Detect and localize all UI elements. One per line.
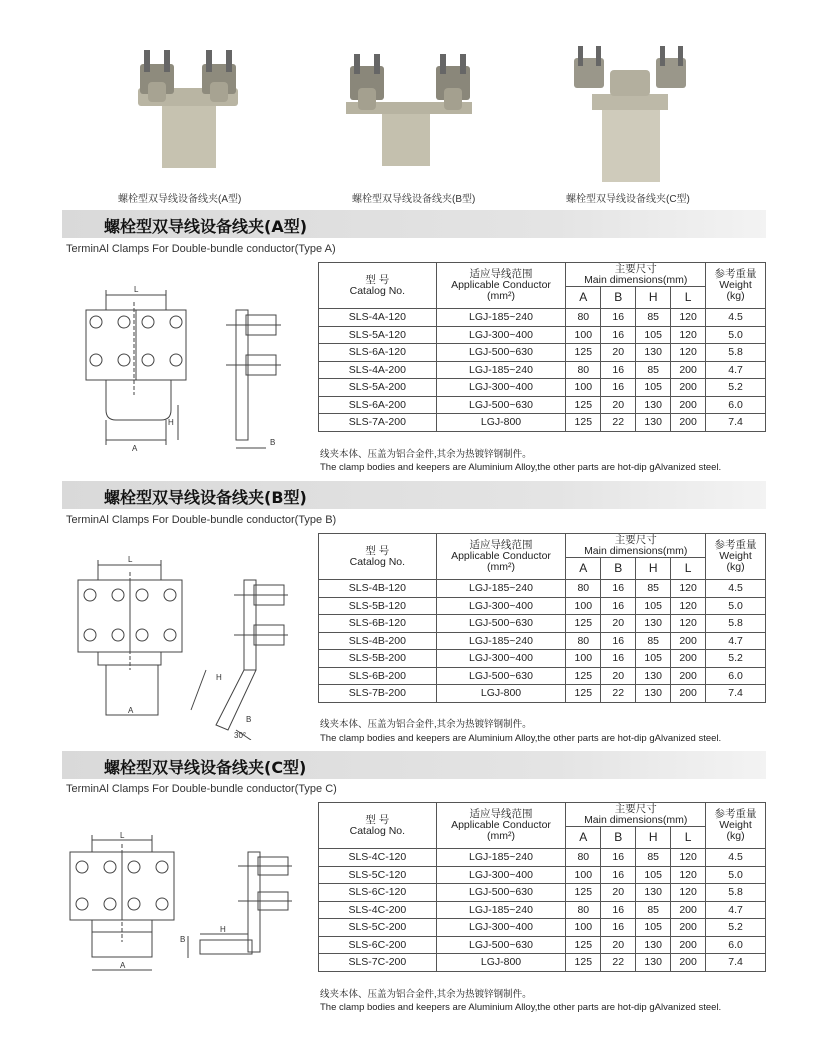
cell-catalog: SLS-7B-200 (319, 685, 437, 703)
cell-a: 125 (566, 954, 601, 972)
dim-label-h: H (168, 418, 174, 427)
cell-catalog: SLS-6A-200 (319, 396, 437, 414)
cell-b: 20 (601, 667, 636, 685)
spec-table-a: 型 号 Catalog No. 适应导线范围 Applicable Conductor (mm²) 主要尺寸 Main dimensions(mm) 参考重量 Weight (kg) A B H L SLS-4A-120 LGJ-185~240 80 16 85 120 4.5 SLS-5A-120 LGJ-300~400 100 16 105 120 5.0 SLS-6A-120 LGJ-500~630 125 20 130 120 5.8 SLS-4A-200 LGJ-185~240 80 16 85 200 4.7 SLS-5A-200 LGJ-300~400 100 16 105 200 5.2 SLS-6A-200 LGJ-500~630 125 20 130 200 6.0 SLS-7A-200 LGJ-800 125 22 130 200 7.4 (318, 262, 766, 432)
cell-l: 120 (671, 326, 706, 344)
cell-w: 6.0 (706, 667, 766, 685)
section-subtitle-c: TerminAl Clamps For Double-bundle conductor(Type C) (66, 783, 337, 795)
cell-w: 7.4 (706, 954, 766, 972)
cell-conductor: LGJ-300~400 (436, 597, 566, 615)
table-row (319, 901, 766, 919)
table-row (319, 667, 766, 685)
col-conductor: 适应导线范围 Applicable Conductor (mm²) (436, 803, 566, 849)
table-row (319, 632, 766, 650)
col-weight: 参考重量 Weight (kg) (706, 263, 766, 309)
cell-a: 100 (566, 326, 601, 344)
table-row (319, 884, 766, 902)
cell-b: 22 (601, 685, 636, 703)
cell-h: 85 (636, 580, 671, 598)
cell-h: 85 (636, 309, 671, 327)
cell-catalog: SLS-6B-120 (319, 615, 437, 633)
note-en-b: The clamp bodies and keepers are Aluminium Alloy,the other parts are hot-dip gAlvanized steel. (320, 733, 722, 744)
dim-label-l: L (134, 285, 139, 294)
cell-conductor: LGJ-500~630 (436, 667, 566, 685)
cell-conductor: LGJ-185~240 (436, 580, 566, 598)
cell-w: 5.0 (706, 326, 766, 344)
dim-label-l-c: L (120, 832, 125, 840)
dim-label-l-b: L (128, 555, 133, 564)
col-dimensions: 主要尺寸 Main dimensions(mm) (566, 803, 706, 827)
cell-catalog: SLS-7A-200 (319, 414, 437, 432)
cell-l: 200 (671, 414, 706, 432)
cell-a: 125 (566, 396, 601, 414)
cell-h: 130 (636, 936, 671, 954)
cell-l: 200 (671, 396, 706, 414)
section-subtitle-b: TerminAl Clamps For Double-bundle conductor(Type B) (66, 514, 337, 526)
drawing-type-c (62, 832, 302, 982)
table-row (319, 361, 766, 379)
cell-catalog: SLS-5A-120 (319, 326, 437, 344)
cell-b: 22 (601, 414, 636, 432)
cell-w: 6.0 (706, 936, 766, 954)
cell-h: 130 (636, 667, 671, 685)
cell-a: 80 (566, 309, 601, 327)
cell-l: 200 (671, 685, 706, 703)
cell-b: 22 (601, 954, 636, 972)
cell-conductor: LGJ-300~400 (436, 326, 566, 344)
cell-h: 105 (636, 650, 671, 668)
cell-w: 5.8 (706, 344, 766, 362)
dim-label-h-b: H (216, 673, 222, 682)
cell-b: 16 (601, 326, 636, 344)
cell-h: 105 (636, 866, 671, 884)
cell-l: 120 (671, 849, 706, 867)
note-cn-b: 线夹本体、压盖为铝合金件,其余为热镀锌钢制件。 (320, 719, 532, 730)
col-dimensions: 主要尺寸 Main dimensions(mm) (566, 263, 706, 287)
cell-conductor: LGJ-500~630 (436, 615, 566, 633)
cell-a: 125 (566, 685, 601, 703)
photo-caption-a: 螺栓型双导线设备线夹(A型) (118, 194, 242, 205)
table-row (319, 580, 766, 598)
table-row (319, 919, 766, 937)
cell-l: 200 (671, 954, 706, 972)
cell-a: 100 (566, 919, 601, 937)
dim-label-a: A (132, 444, 138, 453)
cell-conductor: LGJ-500~630 (436, 344, 566, 362)
cell-w: 5.2 (706, 919, 766, 937)
cell-l: 120 (671, 597, 706, 615)
cell-a: 100 (566, 597, 601, 615)
table-row (319, 396, 766, 414)
cell-w: 5.0 (706, 866, 766, 884)
cell-a: 125 (566, 615, 601, 633)
cell-l: 200 (671, 379, 706, 397)
col-catalog: 型 号 Catalog No. (319, 534, 437, 580)
product-photo-row (0, 0, 826, 210)
cell-a: 100 (566, 866, 601, 884)
cell-w: 4.5 (706, 849, 766, 867)
cell-b: 16 (601, 361, 636, 379)
cell-b: 20 (601, 396, 636, 414)
cell-w: 4.7 (706, 901, 766, 919)
cell-b: 20 (601, 936, 636, 954)
section-subtitle-a: TerminAl Clamps For Double-bundle conductor(Type A) (66, 243, 336, 255)
cell-b: 16 (601, 650, 636, 668)
cell-b: 20 (601, 615, 636, 633)
cell-w: 4.5 (706, 309, 766, 327)
note-en-a: The clamp bodies and keepers are Aluminium Alloy,the other parts are hot-dip gAlvanized steel. (320, 462, 722, 473)
photo-type-a (128, 38, 248, 178)
table-row (319, 936, 766, 954)
cell-w: 6.0 (706, 396, 766, 414)
cell-catalog: SLS-7C-200 (319, 954, 437, 972)
cell-b: 16 (601, 580, 636, 598)
table-row (319, 414, 766, 432)
table-row (319, 954, 766, 972)
dim-label-angle: 30° (234, 731, 247, 740)
col-weight: 参考重量 Weight (kg) (706, 803, 766, 849)
cell-l: 200 (671, 901, 706, 919)
cell-b: 16 (601, 866, 636, 884)
col-weight: 参考重量 Weight (kg) (706, 534, 766, 580)
cell-catalog: SLS-6B-200 (319, 667, 437, 685)
cell-a: 100 (566, 379, 601, 397)
spec-table-b: 型 号 Catalog No. 适应导线范围 Applicable Conductor (mm²) 主要尺寸 Main dimensions(mm) 参考重量 Weight (kg) A B H L SLS-4B-120 LGJ-185~240 80 16 85 120 4.5 SLS-5B-120 LGJ-300~400 100 16 105 120 5.0 SLS-6B-120 LGJ-500~630 125 20 130 120 5.8 SLS-4B-200 LGJ-185~240 80 16 85 200 4.7 SLS-5B-200 LGJ-300~400 100 16 105 200 5.2 SLS-6B-200 LGJ-500~630 125 20 130 200 6.0 SLS-7B-200 LGJ-800 125 22 130 200 7.4 (318, 533, 766, 703)
cell-b: 20 (601, 884, 636, 902)
table-row (319, 309, 766, 327)
cell-catalog: SLS-6C-120 (319, 884, 437, 902)
dim-label-a-c: A (120, 961, 126, 970)
cell-l: 200 (671, 667, 706, 685)
cell-a: 80 (566, 901, 601, 919)
cell-conductor: LGJ-185~240 (436, 901, 566, 919)
cell-h: 130 (636, 685, 671, 703)
cell-catalog: SLS-4B-200 (319, 632, 437, 650)
cell-w: 5.8 (706, 615, 766, 633)
table-row (319, 597, 766, 615)
section-header-c (62, 751, 766, 779)
cell-conductor: LGJ-500~630 (436, 396, 566, 414)
cell-catalog: SLS-6C-200 (319, 936, 437, 954)
note-cn-c: 线夹本体、压盖为铝合金件,其余为热镀锌钢制件。 (320, 989, 532, 1000)
cell-h: 85 (636, 849, 671, 867)
dim-label-b-c: B (180, 935, 186, 944)
cell-h: 130 (636, 414, 671, 432)
cell-l: 120 (671, 884, 706, 902)
cell-l: 120 (671, 309, 706, 327)
cell-a: 125 (566, 884, 601, 902)
cell-catalog: SLS-4C-120 (319, 849, 437, 867)
cell-h: 105 (636, 379, 671, 397)
cell-b: 16 (601, 632, 636, 650)
cell-w: 5.2 (706, 379, 766, 397)
section-title-b: 螺栓型双导线设备线夹(B型) (104, 488, 307, 507)
cell-conductor: LGJ-185~240 (436, 632, 566, 650)
dim-label-b-b: B (246, 715, 252, 724)
cell-catalog: SLS-5A-200 (319, 379, 437, 397)
cell-l: 120 (671, 580, 706, 598)
drawing-type-b (66, 550, 306, 740)
cell-conductor: LGJ-800 (436, 414, 566, 432)
cell-l: 120 (671, 615, 706, 633)
col-catalog: 型 号 Catalog No. (319, 803, 437, 849)
cell-conductor: LGJ-500~630 (436, 936, 566, 954)
section-title-a: 螺栓型双导线设备线夹(A型) (104, 217, 308, 236)
cell-h: 85 (636, 632, 671, 650)
cell-h: 105 (636, 597, 671, 615)
cell-l: 120 (671, 866, 706, 884)
photo-type-c (566, 38, 696, 188)
cell-a: 125 (566, 667, 601, 685)
cell-catalog: SLS-4C-200 (319, 901, 437, 919)
cell-h: 130 (636, 344, 671, 362)
cell-a: 80 (566, 849, 601, 867)
cell-b: 16 (601, 597, 636, 615)
cell-b: 16 (601, 379, 636, 397)
table-row (319, 344, 766, 362)
cell-w: 4.5 (706, 580, 766, 598)
cell-catalog: SLS-6A-120 (319, 344, 437, 362)
cell-conductor: LGJ-185~240 (436, 361, 566, 379)
drawing-type-a (66, 280, 306, 455)
cell-catalog: SLS-5B-200 (319, 650, 437, 668)
cell-conductor: LGJ-300~400 (436, 919, 566, 937)
photo-caption-b: 螺栓型双导线设备线夹(B型) (352, 194, 476, 205)
cell-h: 105 (636, 326, 671, 344)
cell-a: 80 (566, 580, 601, 598)
cell-w: 5.2 (706, 650, 766, 668)
cell-b: 20 (601, 344, 636, 362)
cell-catalog: SLS-5B-120 (319, 597, 437, 615)
cell-conductor: LGJ-300~400 (436, 866, 566, 884)
table-row (319, 849, 766, 867)
cell-conductor: LGJ-300~400 (436, 650, 566, 668)
cell-w: 4.7 (706, 361, 766, 379)
cell-h: 130 (636, 954, 671, 972)
note-cn-a: 线夹本体、压盖为铝合金件,其余为热镀锌钢制件。 (320, 449, 532, 460)
cell-h: 130 (636, 884, 671, 902)
cell-catalog: SLS-4A-120 (319, 309, 437, 327)
cell-catalog: SLS-4A-200 (319, 361, 437, 379)
col-conductor: 适应导线范围 Applicable Conductor (mm²) (436, 534, 566, 580)
cell-l: 200 (671, 361, 706, 379)
cell-catalog: SLS-5C-120 (319, 866, 437, 884)
cell-catalog: SLS-5C-200 (319, 919, 437, 937)
cell-a: 125 (566, 414, 601, 432)
cell-l: 200 (671, 650, 706, 668)
cell-h: 130 (636, 615, 671, 633)
cell-l: 200 (671, 936, 706, 954)
photo-caption-c: 螺栓型双导线设备线夹(C型) (566, 194, 690, 205)
dim-label-h-c: H (220, 925, 226, 934)
col-dimensions: 主要尺寸 Main dimensions(mm) (566, 534, 706, 558)
cell-w: 5.8 (706, 884, 766, 902)
table-row (319, 866, 766, 884)
cell-b: 16 (601, 919, 636, 937)
cell-conductor: LGJ-800 (436, 685, 566, 703)
section-header-b (62, 481, 766, 509)
cell-a: 100 (566, 650, 601, 668)
cell-l: 200 (671, 632, 706, 650)
col-conductor: 适应导线范围 Applicable Conductor (mm²) (436, 263, 566, 309)
table-row (319, 326, 766, 344)
cell-b: 16 (601, 849, 636, 867)
cell-l: 200 (671, 919, 706, 937)
cell-conductor: LGJ-800 (436, 954, 566, 972)
cell-a: 125 (566, 936, 601, 954)
cell-h: 85 (636, 361, 671, 379)
spec-table-c: 型 号 Catalog No. 适应导线范围 Applicable Conductor (mm²) 主要尺寸 Main dimensions(mm) 参考重量 Weight (kg) A B H L SLS-4C-120 LGJ-185~240 80 16 85 120 4.5 SLS-5C-120 LGJ-300~400 100 16 105 120 5.0 SLS-6C-120 LGJ-500~630 125 20 130 120 5.8 SLS-4C-200 LGJ-185~240 80 16 85 200 4.7 SLS-5C-200 LGJ-300~400 100 16 105 200 5.2 SLS-6C-200 LGJ-500~630 125 20 130 200 6.0 SLS-7C-200 LGJ-800 125 22 130 200 7.4 (318, 802, 766, 972)
cell-a: 80 (566, 632, 601, 650)
section-title-c: 螺栓型双导线设备线夹(C型) (104, 758, 307, 777)
cell-b: 16 (601, 309, 636, 327)
cell-a: 80 (566, 361, 601, 379)
photo-type-b (340, 38, 480, 178)
cell-conductor: LGJ-185~240 (436, 849, 566, 867)
note-en-c: The clamp bodies and keepers are Aluminium Alloy,the other parts are hot-dip gAlvanized steel. (320, 1002, 722, 1013)
table-row (319, 615, 766, 633)
cell-w: 4.7 (706, 632, 766, 650)
table-row (319, 379, 766, 397)
section-header-a (62, 210, 766, 238)
cell-h: 130 (636, 396, 671, 414)
cell-w: 5.0 (706, 597, 766, 615)
cell-w: 7.4 (706, 685, 766, 703)
cell-a: 125 (566, 344, 601, 362)
cell-h: 85 (636, 901, 671, 919)
dim-label-b: B (270, 438, 276, 447)
table-row (319, 650, 766, 668)
cell-catalog: SLS-4B-120 (319, 580, 437, 598)
table-row (319, 685, 766, 703)
cell-conductor: LGJ-300~400 (436, 379, 566, 397)
cell-b: 16 (601, 901, 636, 919)
cell-conductor: LGJ-185~240 (436, 309, 566, 327)
cell-l: 120 (671, 344, 706, 362)
cell-h: 105 (636, 919, 671, 937)
dim-label-a-b: A (128, 706, 134, 715)
cell-w: 7.4 (706, 414, 766, 432)
col-catalog: 型 号 Catalog No. (319, 263, 437, 309)
cell-conductor: LGJ-500~630 (436, 884, 566, 902)
